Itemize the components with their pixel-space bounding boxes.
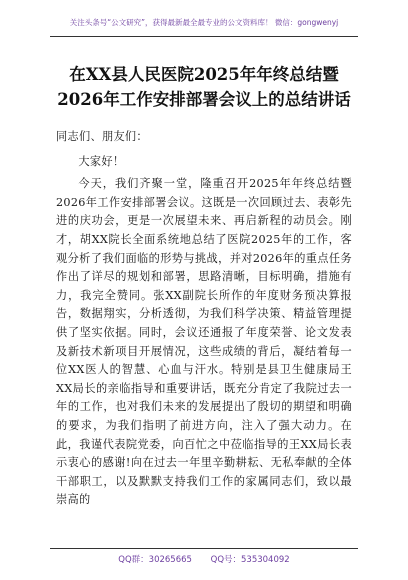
header-divider [50, 36, 358, 37]
footer-qq: QQ号：535304092 [210, 555, 290, 565]
footer-qq-group: QQ群：30265665 [118, 555, 192, 565]
title-line-1: 在XX县人民医院2025年年终总结暨 [69, 65, 339, 84]
salutation: 同志们、朋友们： [56, 130, 148, 143]
header-banner: 关注头条号“公文研究”，获得最新最全最专业的公文资料库！ 微信：gongwenyj [69, 18, 339, 27]
document-body [56, 128, 352, 510]
title-line-2: 2026年工作安排部署会议上的总结讲话 [57, 90, 351, 109]
document-title [30, 62, 378, 112]
greeting: 大家好！ [78, 154, 125, 168]
body-paragraph: 今天，我们齐聚一堂，隆重召开2025年年终总结暨2026年工作安排部署会议。这既是一次回顾过去、表彰先进的庆功会，更是一次展望未来、再启新程的动员会。刚才，胡XX院长全面系统地总结了医院2025年的工作，客观分析了我们面临的形势与挑战，并对2026年的重点任务作出了详尽的规划和部署，思路清晰，目标明确，措施有力，我完全赞同。张XX副院长所作的年度财务预决算报告，数据翔实，分析透彻，为我们科学决策、精益管理提供了坚实依据。同时，会议还通报了年度荣誉、论文发表及新技术新项目开展情况，这些成绩的背后，凝结着每一位XX医人的智慧、心血与汗水。特别是县卫生健康局王XX局长的亲临指导和重要讲话，既充分肯定了我院过去一年的工作，也对我们未来的发展提出了殷切的期望和明确的要求，为我们指明了前进方向，注入了强大动力。在此，我谨代表院党委，向百忙之中莅临指导的王XX局长表示衷心的感谢!向在过去一年里辛勤耕耘、无私奉献的全体干部职工，以及默默支持我们工作的家属同志们，致以最崇高的 [56, 177, 352, 507]
footer [0, 553, 408, 565]
footer-divider [50, 548, 358, 549]
